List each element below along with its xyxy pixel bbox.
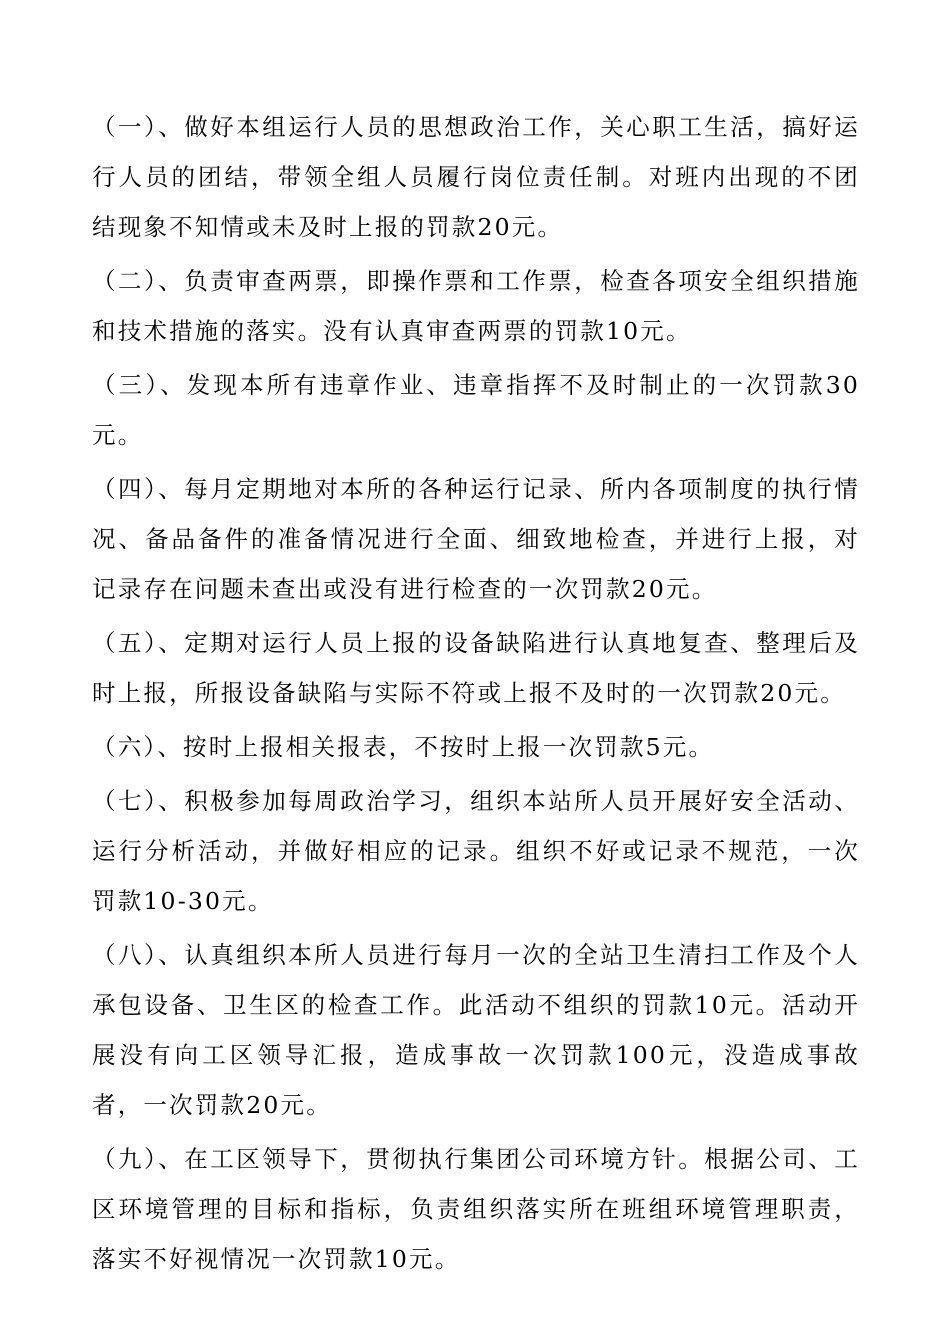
paragraph-item-2: （二）、负责审查两票，即操作票和工作票，检查各项安全组织措施和技术措施的落实。没有认真审查两票的罚款10元。 [92,267,860,345]
paragraph-item-8: （八）、认真组织本所人员进行每月一次的全站卫生清扫工作及个人承包设备、卫生区的检查工作。此活动不组织的罚款10元。活动开展没有向工区领导汇报，造成事故一次罚款100元，没造成事故者，一次罚款20元。 [92,941,860,1119]
paragraph-item-9: （九）、在工区领导下，贯彻执行集团公司环境方针。根据公司、工区环境管理的目标和指标，负责组织落实所在班组环境管理职责，落实不好视情况一次罚款10元。 [92,1145,860,1273]
paragraph-item-7: （七）、积极参加每周政治学习，组织本站所人员开展好安全活动、运行分析活动，并做好相应的记录。组织不好或记录不规范，一次罚款10-30元。 [92,787,860,915]
paragraph-item-4: （四）、每月定期地对本所的各种运行记录、所内各项制度的执行情况、备品备件的准备情况进行全面、细致地检查，并进行上报，对记录存在问题未查出或没有进行检查的一次罚款20元。 [92,475,860,603]
paragraph-item-5: （五）、定期对运行人员上报的设备缺陷进行认真地复查、整理后及时上报，所报设备缺陷与实际不符或上报不及时的一次罚款20元。 [92,629,860,707]
paragraph-item-3: （三）、发现本所有违章作业、违章指挥不及时制止的一次罚款30元。 [92,371,860,449]
paragraph-item-1: （一）、做好本组运行人员的思想政治工作，关心职工生活，搞好运行人员的团结，带领全组人员履行岗位责任制。对班内出现的不团结现象不知情或未及时上报的罚款20元。 [92,113,860,241]
document-body [92,102,860,1288]
paragraph-item-6: （六）、按时上报相关报表，不按时上报一次罚款5元。 [92,733,715,761]
